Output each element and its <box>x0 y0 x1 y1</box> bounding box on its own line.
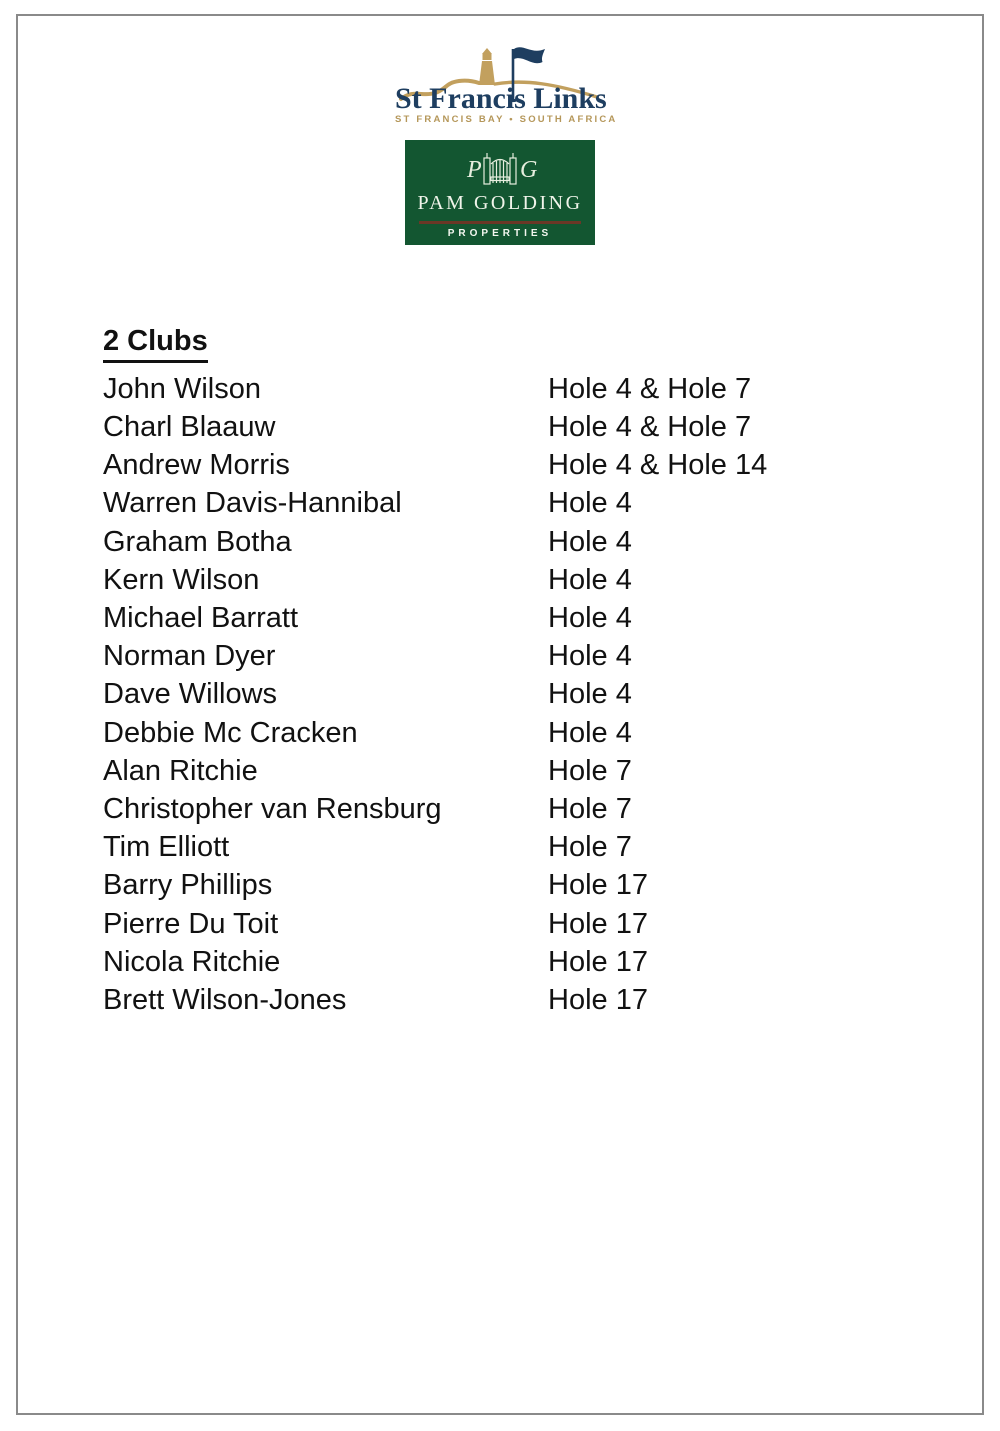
roster-row <box>103 637 863 675</box>
hole-assignment: Hole 7 <box>548 754 632 787</box>
player-name: John Wilson <box>103 372 261 405</box>
roster-row <box>103 446 863 484</box>
player-name: Andrew Morris <box>103 449 290 482</box>
roster-row <box>103 981 863 1019</box>
roster-row <box>103 943 863 981</box>
player-name: Dave Willows <box>103 678 278 711</box>
player-name: Christopher van Rensburg <box>103 792 442 825</box>
roster-row <box>103 828 863 866</box>
roster-row <box>103 905 863 943</box>
roster-row <box>103 714 863 752</box>
roster-row <box>103 599 863 637</box>
roster-row <box>103 484 863 522</box>
pam-golding-name: PAM GOLDING <box>417 192 583 214</box>
monogram-g: G <box>520 157 538 183</box>
roster-row <box>103 866 863 904</box>
st-francis-links-logo <box>395 44 618 128</box>
hole-assignment: Hole 17 <box>548 869 648 902</box>
player-name: Pierre Du Toit <box>103 907 279 940</box>
hole-assignment: Hole 7 <box>548 831 632 864</box>
roster-list <box>103 370 863 1019</box>
hole-assignment: Hole 4 <box>548 525 632 558</box>
pam-golding-subtitle: PROPERTIES <box>447 228 553 239</box>
hole-assignment: Hole 4 <box>548 678 632 711</box>
player-name: Graham Botha <box>103 525 292 558</box>
player-name: Charl Blaauw <box>103 411 276 444</box>
hole-assignment: Hole 17 <box>548 983 648 1016</box>
hole-assignment: Hole 17 <box>548 907 648 940</box>
roster-row <box>103 561 863 599</box>
hole-assignment: Hole 4 & Hole 14 <box>548 449 768 482</box>
hole-assignment: Hole 7 <box>548 792 632 825</box>
lighthouse-icon <box>479 48 495 85</box>
hole-assignment: Hole 4 <box>548 640 632 673</box>
pam-golding-logo <box>405 140 595 245</box>
roster-row <box>103 675 863 713</box>
hole-assignment: Hole 4 & Hole 7 <box>548 411 752 444</box>
monogram-p: P <box>467 157 482 183</box>
roster-row <box>103 370 863 408</box>
player-name: Nicola Ritchie <box>103 945 281 978</box>
roster-row <box>103 752 863 790</box>
st-francis-links-title: St Francis Links <box>395 82 607 115</box>
player-name: Michael Barratt <box>103 602 299 635</box>
section-heading: 2 Clubs <box>103 326 208 363</box>
player-name: Warren Davis-Hannibal <box>103 487 402 520</box>
player-name: Norman Dyer <box>103 640 276 673</box>
hole-assignment: Hole 4 <box>548 602 632 635</box>
hole-assignment: Hole 4 <box>548 487 632 520</box>
pam-golding-divider <box>419 221 581 224</box>
roster-row <box>103 408 863 446</box>
hole-assignment: Hole 17 <box>548 945 648 978</box>
roster-row <box>103 523 863 561</box>
hole-assignment: Hole 4 <box>548 716 632 749</box>
gate-icon <box>455 146 545 190</box>
player-name: Barry Phillips <box>103 869 273 902</box>
player-name: Kern Wilson <box>103 563 260 596</box>
roster-row <box>103 790 863 828</box>
player-name: Debbie Mc Cracken <box>103 716 358 749</box>
roster-section <box>103 326 863 1019</box>
player-name: Alan Ritchie <box>103 754 258 787</box>
player-name: Brett Wilson-Jones <box>103 983 347 1016</box>
st-francis-links-tagline: ST FRANCIS BAY • SOUTH AFRICA <box>395 114 618 125</box>
hole-assignment: Hole 4 & Hole 7 <box>548 372 752 405</box>
hole-assignment: Hole 4 <box>548 563 632 596</box>
player-name: Tim Elliott <box>103 831 230 864</box>
